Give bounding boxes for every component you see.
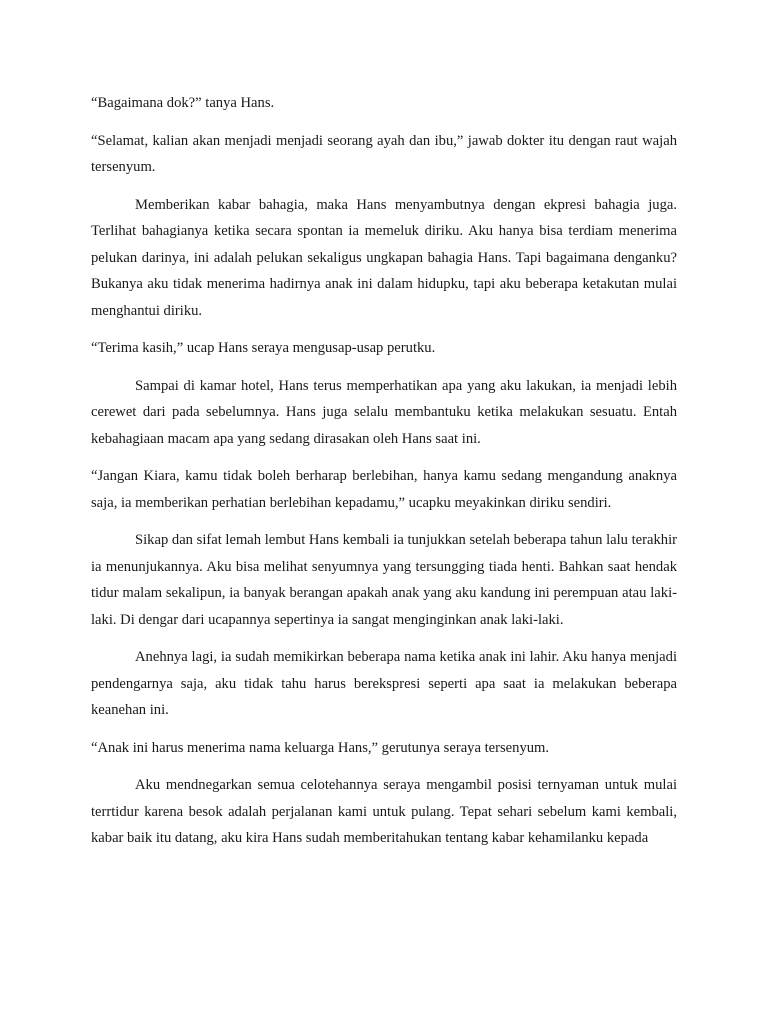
paragraph-10: Aku mendnegarkan semua celotehannya seraya mengambil posisi ternyaman untuk mulai terrtidur karena besok adalah perjalanan kami untuk pulang. Tepat sehari sebelum kami kembali, kabar baik itu datang, aku kira Hans sudah memberitahukan tentang kabar kehamilanku kepada <box>91 777 677 846</box>
paragraph-1: “Bagaimana dok?” tanya Hans. <box>91 95 275 111</box>
paragraph-6: “Jangan Kiara, kamu tidak boleh berharap berlebihan, hanya kamu sedang mengandung anaknya saja, ia memberikan perhatian berlebihan kepadamu,” ucapku meyakinkan diriku sendiri. <box>91 468 677 511</box>
story-text <box>91 90 677 863</box>
paragraph-4: “Terima kasih,” ucap Hans seraya mengusap-usap perutku. <box>91 340 436 356</box>
paragraph-7: Sikap dan sifat lemah lembut Hans kembali ia tunjukkan setelah beberapa tahun lalu terakhir ia menunjukannya. Aku bisa melihat senyumnya yang tersungging tiada henti. Bahkan saat hendak tidur malam sekalipun, ia banyak berangan apakah anak yang aku kandung ini perempuan atau laki-laki. Di dengar dari ucapannya sepertinya ia sangat menginginkan anak laki-laki. <box>91 532 677 628</box>
paragraph-8: Anehnya lagi, ia sudah memikirkan beberapa nama ketika anak ini lahir. Aku hanya menjadi pendengarnya saja, aku tidak tahu harus berekspresi seperti apa saat ia melakukan beberapa keanehan ini. <box>91 649 677 718</box>
paragraph-3: Memberikan kabar bahagia, maka Hans menyambutnya dengan ekpresi bahagia juga. Terlihat bahagianya ketika secara spontan ia memeluk diriku. Aku hanya bisa terdiam menerima pelukan darinya, ini adalah pelukan sekaligus ungkapan bahagia Hans. Tapi bagaimana denganku? Bukanya aku tidak menerima hadirnya anak ini dalam hidupku, tapi aku beberapa ketakutan mulai menghantui diriku. <box>91 196 677 319</box>
paragraph-5: Sampai di kamar hotel, Hans terus memperhatikan apa yang aku lakukan, ia menjadi lebih cerewet dari pada sebelumnya. Hans juga selalu membantuku ketika melakukan sesuatu. Entah kebahagiaan macam apa yang sedang dirasakan oleh Hans saat ini. <box>91 377 677 447</box>
paragraph-2: “Selamat, kalian akan menjadi menjadi seorang ayah dan ibu,” jawab dokter itu dengan raut wajah tersenyum. <box>91 132 677 175</box>
paragraph-9: “Anak ini harus menerima nama keluarga Hans,” gerutunya seraya tersenyum. <box>91 739 550 756</box>
